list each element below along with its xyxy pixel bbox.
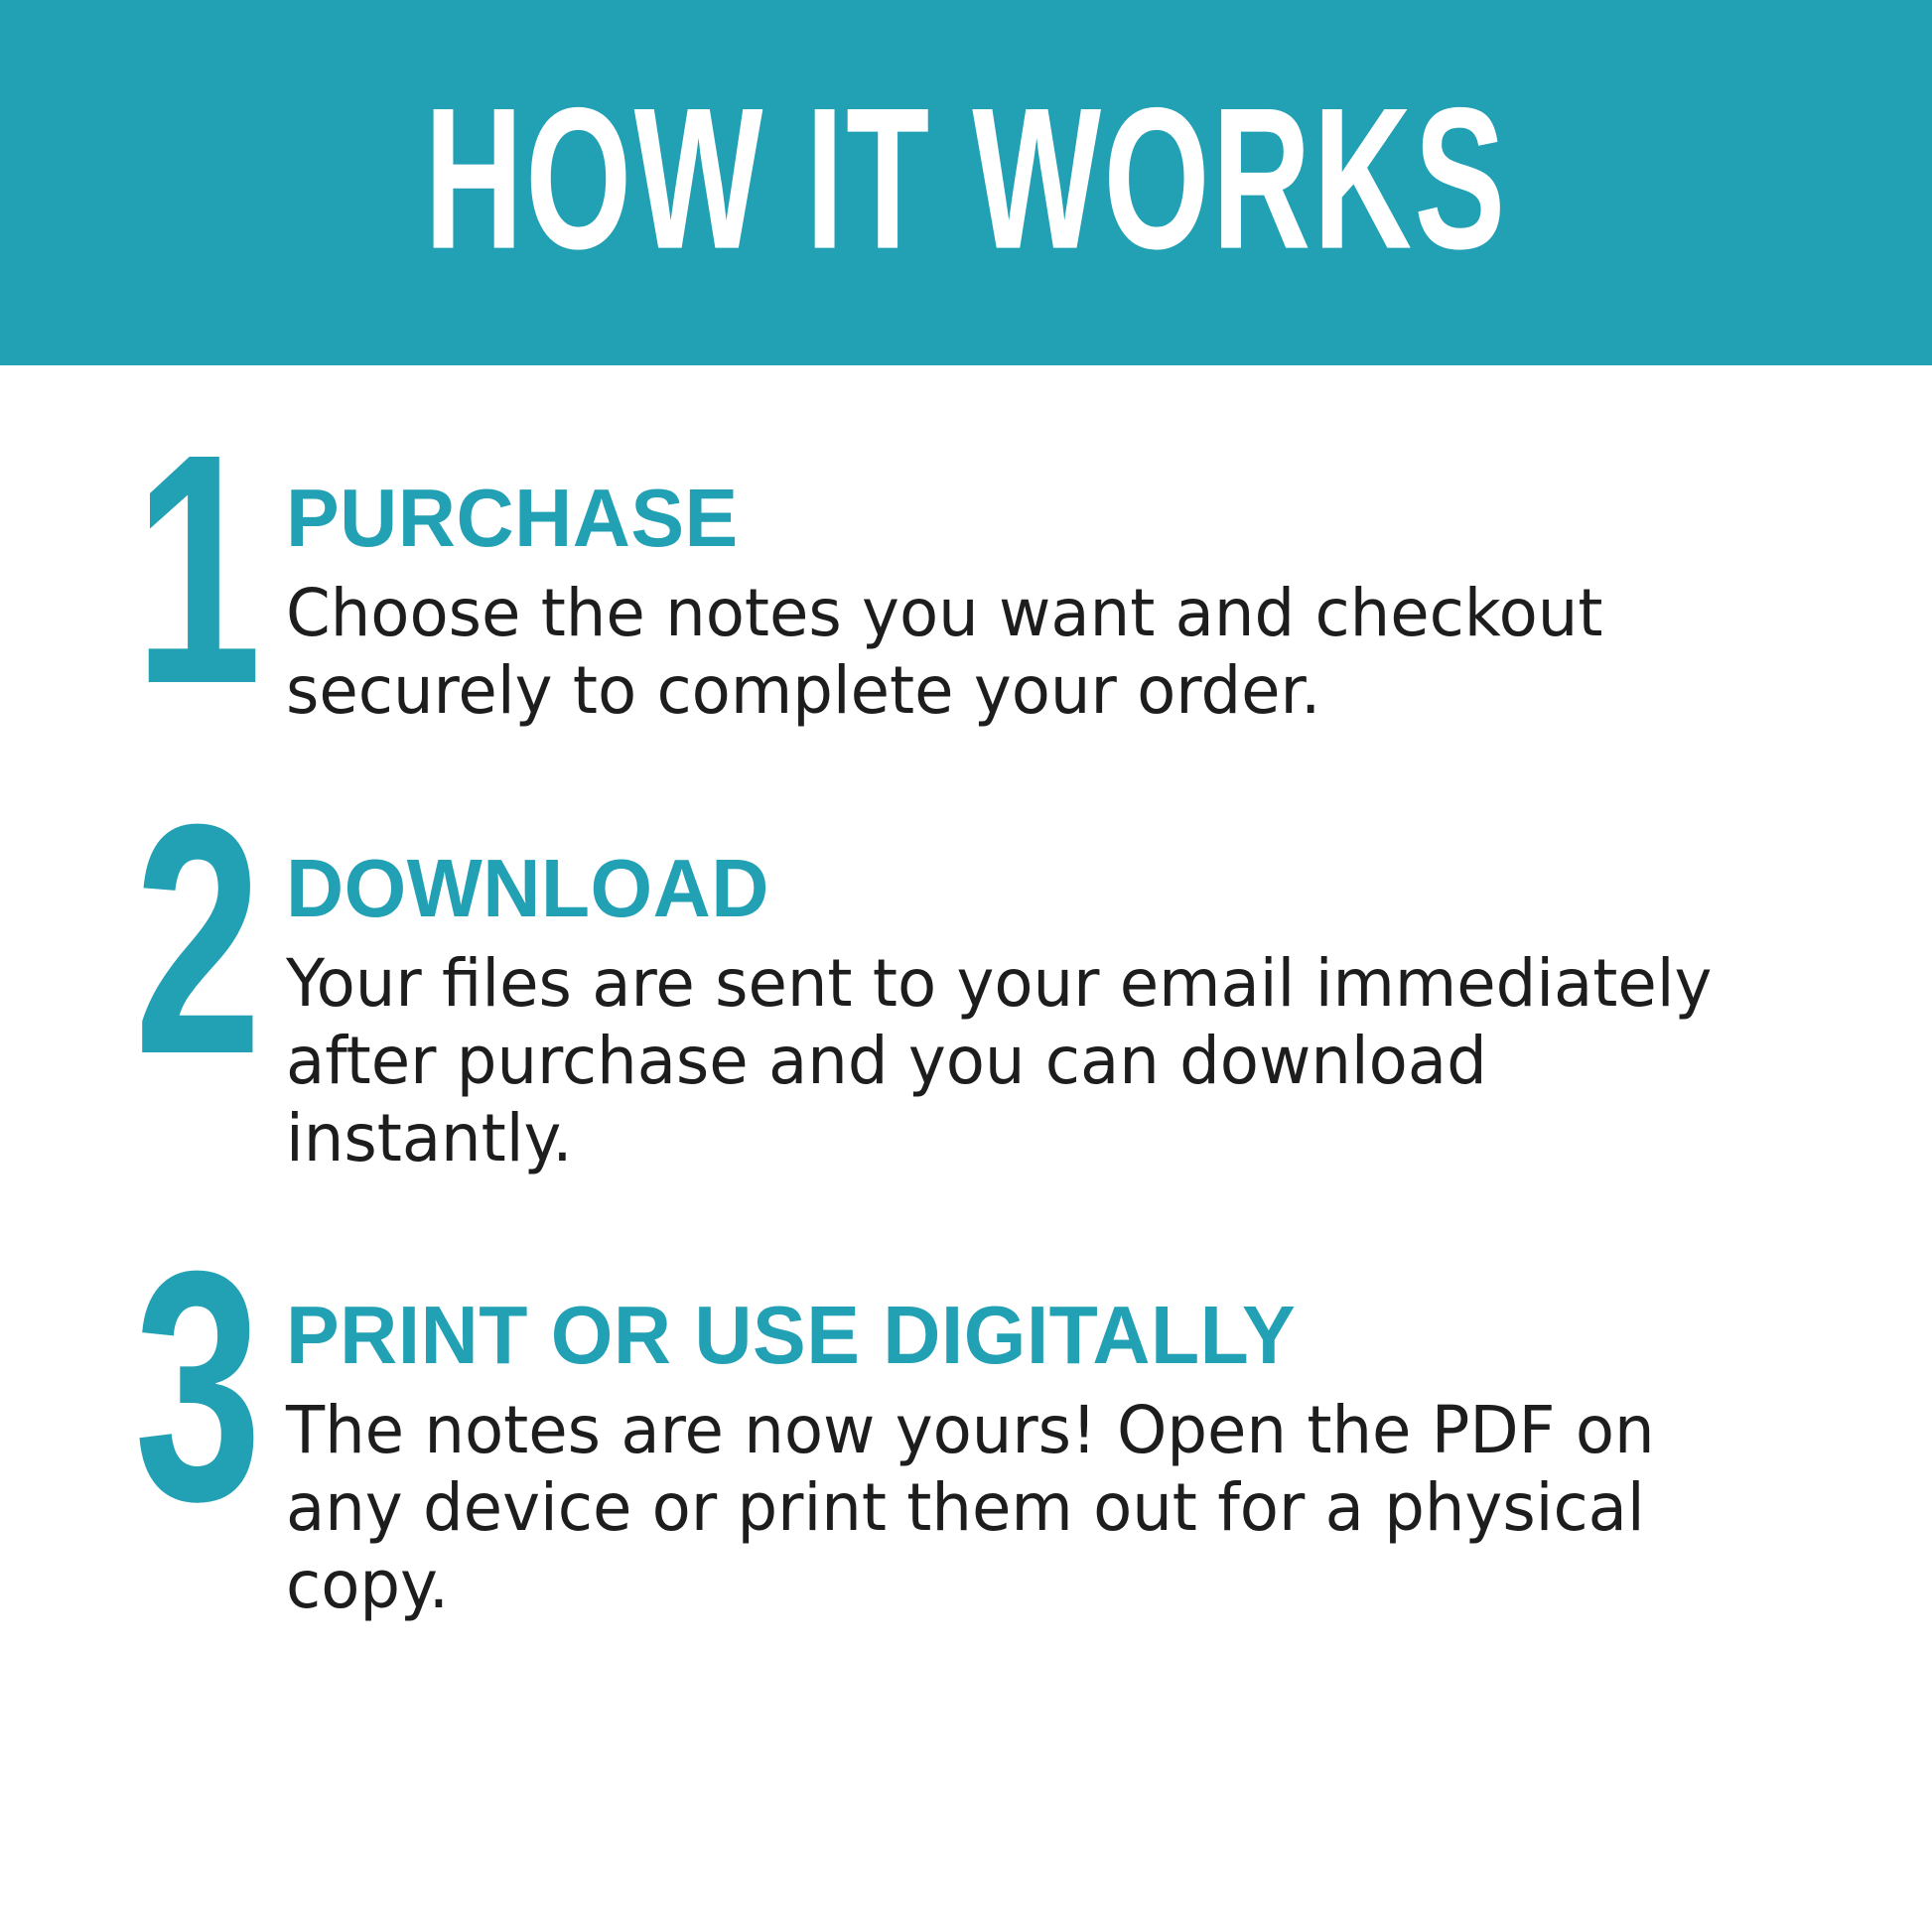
page-title: HOW IT WORKS <box>424 66 1508 292</box>
step-description: The notes are now yours! Open the PDF on any device or print them out for a physical copy. <box>286 1392 1655 1624</box>
step-content <box>276 841 1823 1177</box>
step-description: Choose the notes you want and checkout securely to complete your order. <box>286 575 1603 729</box>
step-title: PURCHASE <box>286 472 739 564</box>
step-content <box>276 1289 1823 1624</box>
step-description: Your files are sent to your email immediately after purchase and you can download instantly. <box>286 944 1713 1176</box>
step-item <box>109 385 1823 752</box>
steps-list <box>0 365 1932 1932</box>
step-item <box>109 755 1823 1177</box>
step-content <box>276 472 1823 730</box>
step-item <box>109 1202 1823 1624</box>
step-title: DOWNLOAD <box>286 841 769 934</box>
step-number: 1 <box>134 385 261 752</box>
header-banner <box>0 0 1932 365</box>
step-title: PRINT OR USE DIGITALLY <box>286 1289 1297 1382</box>
step-number: 2 <box>134 755 261 1122</box>
step-number: 3 <box>134 1202 261 1570</box>
